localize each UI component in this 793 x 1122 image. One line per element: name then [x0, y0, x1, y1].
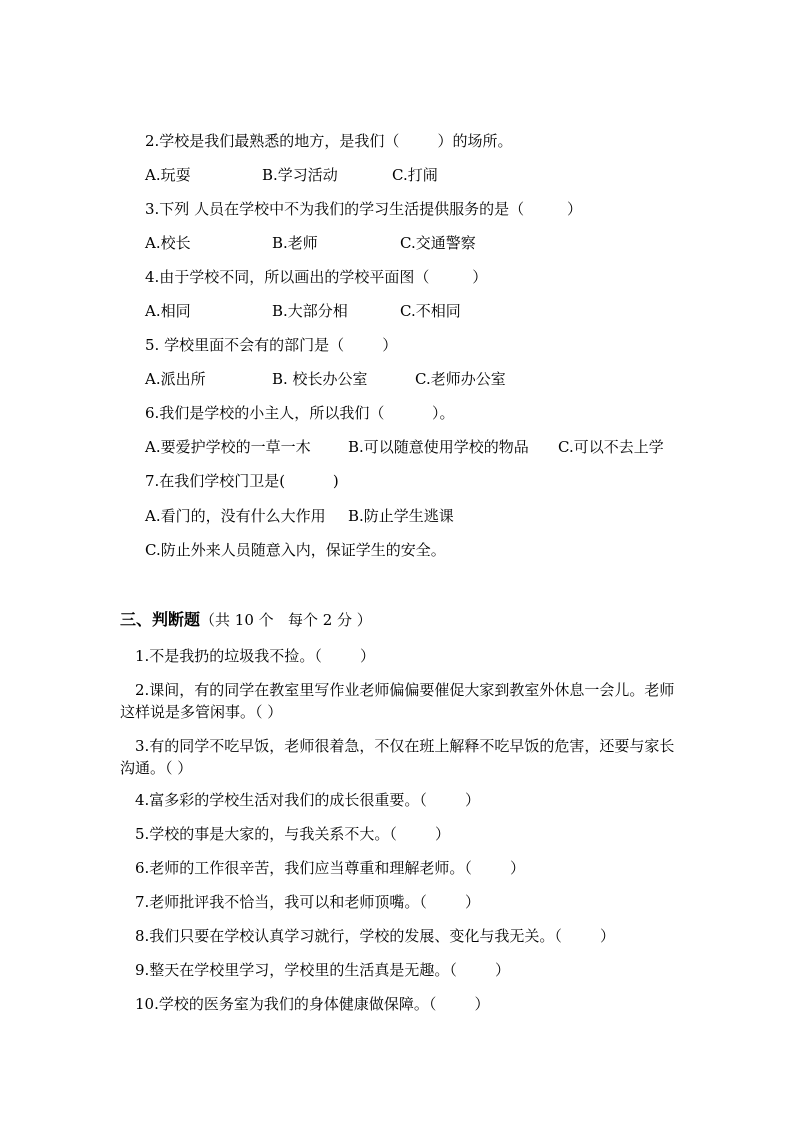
q3-option-b: B.老师 [272, 234, 318, 252]
q6-option-c: C.可以不去上学 [558, 438, 664, 456]
q4-option-a: A.相同 [145, 302, 191, 320]
q6-option-a: A.要爱护学校的一草一木 [145, 438, 311, 456]
tf-question-10: 10.学校的医务室为我们的身体健康做保障。（ ） [135, 995, 490, 1013]
section-3-heading [120, 609, 372, 631]
question-5: 5. 学校里面不会有的部门是（ ） [145, 336, 398, 354]
q7-option-b: B.防止学生逃课 [348, 507, 454, 525]
section-3-note: （共 10 个 每个 2 分 ） [200, 611, 372, 629]
q2-option-b: B.学习活动 [262, 166, 338, 184]
q4-option-b: B.大部分相 [272, 302, 348, 320]
q7-option-c: C.防止外来人员随意入内，保证学生的安全。 [145, 541, 446, 559]
q7-option-a: A.看门的，没有什么大作用 [145, 507, 326, 525]
q4-option-c: C.不相同 [400, 302, 461, 320]
q3-option-c: C.交通警察 [400, 234, 476, 252]
tf-question-7: 7.老师批评我不恰当，我可以和老师顶嘴。（ ） [135, 893, 480, 911]
tf-question-2: 2.课间，有的同学在教室里写作业老师偏偏要催促大家到教室外休息一会儿。老师这样说是多管闲事。（ ） [120, 681, 675, 721]
question-2: 2.学校是我们最熟悉的地方，是我们（ ）的场所。 [145, 132, 513, 150]
question-4: 4.由于学校不同，所以画出的学校平面图（ ） [145, 268, 488, 286]
q6-option-b: B.可以随意使用学校的物品 [348, 438, 529, 456]
q2-option-c: C.打闹 [392, 166, 438, 184]
section-3-title: 三、判断题 [120, 610, 201, 629]
tf-question-3: 3.有的同学不吃早饭，老师很着急，不仅在班上解释不吃早饭的危害，还要与家长沟通。（ ） [120, 737, 675, 777]
question-7: 7.在我们学校门卫是( ) [145, 472, 339, 490]
tf-question-8: 8.我们只要在学校认真学习就行，学校的发展、变化与我无关。（ ） [135, 927, 615, 945]
question-6: 6.我们是学校的小主人，所以我们（ ）。 [145, 404, 455, 422]
q5-option-c: C.老师办公室 [415, 370, 506, 388]
q2-option-a: A.玩耍 [145, 166, 191, 184]
tf-question-6: 6.老师的工作很辛苦，我们应当尊重和理解老师。（ ） [135, 859, 525, 877]
q5-option-a: A.派出所 [145, 370, 206, 388]
q5-option-b: B. 校长办公室 [272, 370, 368, 388]
tf-question-5: 5.学校的事是大家的，与我关系不大。（ ） [135, 825, 450, 843]
question-3: 3.下列 人员在学校中不为我们的学习生活提供服务的是（ ） [145, 200, 582, 218]
tf-question-1: 1.不是我扔的垃圾我不捡。（ ） [135, 647, 375, 665]
tf-question-9: 9.整天在学校里学习，学校里的生活真是无趣。（ ） [135, 961, 510, 979]
q3-option-a: A.校长 [145, 234, 191, 252]
tf-question-4: 4.富多彩的学校生活对我们的成长很重要。（ ） [135, 791, 480, 809]
